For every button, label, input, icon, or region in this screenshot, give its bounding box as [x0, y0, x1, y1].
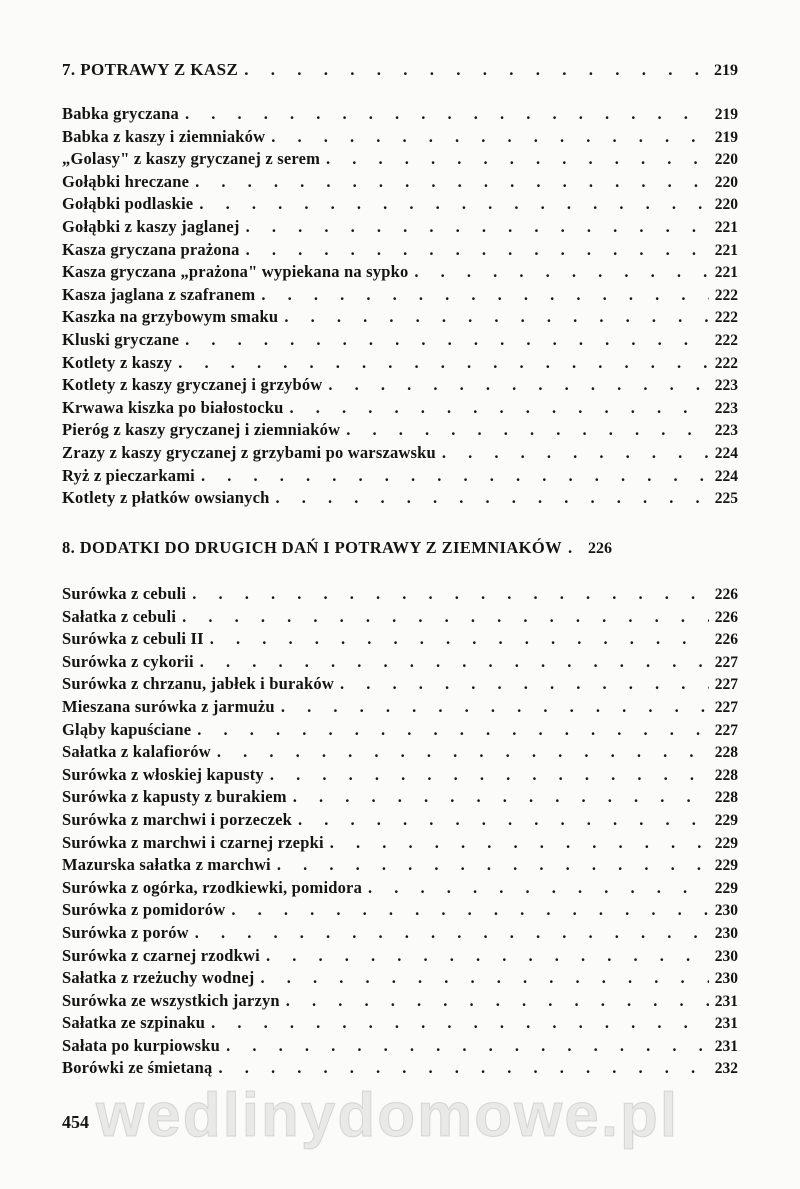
toc-entry: [62, 742, 738, 765]
dot-leader: [210, 629, 709, 649]
dot-leader: [192, 584, 709, 604]
dot-leader: [217, 742, 709, 762]
toc-entry-page-number: 223: [714, 399, 738, 417]
toc-entry-page-number: 222: [714, 309, 738, 327]
dot-leader: [178, 353, 709, 373]
toc-entry: [62, 946, 738, 969]
watermark-text: wedlinydomowe.pl: [96, 1081, 680, 1150]
toc-entry-page-number: 227: [714, 698, 738, 716]
toc-entry-page-number: 229: [714, 811, 738, 829]
toc-entry-label: Surówka z czarnej rzodkwi: [62, 945, 260, 965]
toc-entry-page-number: 231: [714, 1015, 738, 1033]
toc-entry-label: Sałatka ze szpinaku: [62, 1013, 206, 1033]
section-heading-potrawy-z-kasz: [62, 60, 738, 84]
dot-leader: [276, 488, 709, 508]
dot-leader: [182, 607, 709, 627]
dot-leader: [290, 398, 709, 418]
toc-entry-label: Kasza gryczana prażona: [62, 239, 240, 259]
toc-entry: [62, 240, 738, 263]
toc-entry-page-number: 224: [714, 467, 738, 485]
toc-entry-label: Kaszka na grzybowym smaku: [62, 307, 279, 327]
toc-entry-label: Surówka ze wszystkich jarzyn: [62, 990, 280, 1010]
toc-entry: [62, 674, 738, 697]
toc-entry-label: Surówka z chrzanu, jabłek i buraków: [62, 674, 334, 694]
toc-entry-page-number: 221: [714, 264, 738, 282]
toc-entry-page-number: 230: [714, 970, 738, 988]
toc-entry-label: Kotlety z kaszy: [62, 352, 173, 372]
dot-leader: [231, 900, 708, 920]
dot-leader: [195, 923, 709, 943]
dot-leader: [442, 443, 709, 463]
toc-entry-page-number: 230: [714, 902, 738, 920]
toc-entry-page-number: 232: [714, 1060, 738, 1078]
toc-entry-label: Kotlety z płatków owsianych: [62, 488, 270, 508]
toc-entry-page-number: 219: [714, 106, 738, 123]
toc-entry: [62, 194, 738, 217]
toc-entry: [62, 607, 738, 630]
dot-leader: [330, 833, 709, 853]
toc-entry-label: Ryż z pieczarkami: [62, 465, 195, 485]
toc-entry-page-number: 229: [714, 879, 738, 897]
toc-entry: [62, 172, 738, 195]
dot-leader: [270, 765, 709, 785]
dot-leader: [246, 240, 709, 260]
toc-entry: [62, 833, 738, 856]
dot-leader: [286, 991, 709, 1011]
toc-entry-page-number: 223: [714, 377, 738, 395]
toc-entry: [62, 629, 738, 652]
toc-entry-page-number: 228: [714, 789, 738, 807]
toc-entry-label: Gołąbki podlaskie: [62, 194, 194, 214]
toc-entry: [62, 652, 738, 675]
toc-entry: [62, 720, 738, 743]
toc-entry: [62, 466, 738, 489]
toc-entry-label: Surówka z kapusty z burakiem: [62, 787, 287, 807]
toc-entry: [62, 285, 738, 308]
toc-entry-label: Krwawa kiszka po białostocku: [62, 397, 284, 417]
toc-entry-label: Kasza gryczana „prażona" wypiekana na sypko: [62, 262, 409, 282]
toc-entry-page-number: 226: [714, 586, 738, 603]
toc-entry: [62, 991, 738, 1014]
toc-entry: [62, 1036, 738, 1059]
toc-list-section-7: [62, 104, 738, 511]
toc-entry: [62, 420, 738, 443]
toc-entry: [62, 900, 738, 923]
dot-leader: [568, 538, 582, 558]
toc-entry-label: Mieszana surówka z jarmużu: [62, 696, 275, 716]
toc-entry-label: Surówka z cykorii: [62, 651, 194, 671]
toc-entry-label: Gląby kapuściane: [62, 719, 192, 739]
dot-leader: [326, 149, 709, 169]
toc-entry-page-number: 228: [714, 766, 738, 784]
dot-leader: [185, 330, 709, 350]
toc-entry-label: Gołąbki hreczane: [62, 171, 190, 191]
toc-entry: [62, 127, 738, 150]
toc-entry-page-number: 231: [714, 1037, 738, 1055]
toc-entry-label: Babka z kaszy i ziemniaków: [62, 126, 266, 146]
toc-entry-label: Zrazy z kaszy gryczanej z grzybami po warszawsku: [62, 442, 436, 462]
toc-entry-label: Kasza jaglana z szafranem: [62, 284, 256, 304]
dot-leader: [293, 787, 709, 807]
section-title: 8. DODATKI DO DRUGICH DAŃ I POTRAWY Z ZIEMNIAKÓW: [62, 538, 563, 557]
toc-entry: [62, 488, 738, 511]
toc-entry-page-number: 221: [714, 218, 738, 236]
toc-entry-page-number: 220: [714, 173, 738, 191]
toc-entry: [62, 968, 738, 991]
toc-entry-label: Pieróg z kaszy gryczanej i ziemniaków: [62, 420, 341, 440]
toc-entry-label: Surówka z marchwi i czarnej rzepki: [62, 832, 324, 852]
toc-entry-label: Mazurska sałatka z marchwi: [62, 855, 271, 875]
toc-entry-label: Surówka z ogórka, rzodkiewki, pomidora: [62, 877, 363, 897]
toc-entry: [62, 353, 738, 376]
toc-entry-label: Kluski gryczane: [62, 329, 180, 349]
toc-entry-label: Surówka z porów: [62, 922, 189, 942]
toc-entry: [62, 217, 738, 240]
toc-entry: [62, 330, 738, 353]
section-page-number: 226: [588, 540, 613, 557]
toc-entry-page-number: 227: [714, 653, 738, 671]
toc-entry: [62, 104, 738, 127]
dot-leader: [218, 1058, 708, 1078]
toc-entry-label: Sałatka z cebuli: [62, 606, 177, 626]
toc-entry-label: Sałatka z kalafiorów: [62, 742, 211, 762]
toc-entry-page-number: 227: [714, 676, 738, 694]
toc-entry-page-number: 219: [714, 128, 738, 146]
dot-leader: [200, 652, 709, 672]
toc-entry-page-number: 222: [714, 331, 738, 349]
toc-entry: [62, 878, 738, 901]
toc-entry-label: Surówka z cebuli II: [62, 629, 204, 649]
toc-entry: [62, 697, 738, 720]
toc-entry-page-number: 221: [714, 241, 738, 259]
dot-leader: [244, 60, 708, 80]
toc-entry: [62, 262, 738, 285]
dot-leader: [266, 946, 709, 966]
toc-entry: [62, 398, 738, 421]
dot-leader: [298, 810, 709, 830]
dot-leader: [277, 855, 709, 875]
page-number-folio: 454: [62, 1112, 89, 1132]
toc-entry-label: Gołąbki z kaszy jaglanej: [62, 216, 240, 236]
toc-entry: [62, 765, 738, 788]
dot-leader: [260, 968, 708, 988]
toc-entry-label: Surówka z pomidorów: [62, 900, 226, 920]
section-page-number: 219: [714, 62, 738, 79]
toc-entry: [62, 584, 738, 607]
dot-leader: [261, 285, 708, 305]
toc-entry: [62, 1058, 738, 1081]
toc-entry-page-number: 231: [714, 992, 738, 1010]
toc-entry-label: Babka gryczana: [62, 104, 179, 123]
dot-leader: [284, 307, 708, 327]
toc-entry: [62, 810, 738, 833]
toc-entry-page-number: 229: [714, 857, 738, 875]
toc-entry-page-number: 227: [714, 721, 738, 739]
dot-leader: [185, 104, 709, 124]
toc-entry-page-number: 228: [714, 744, 738, 762]
toc-entry-label: Sałatka z rzeżuchy wodnej: [62, 968, 255, 988]
section-title: 7. POTRAWY Z KASZ: [62, 60, 239, 79]
toc-entry: [62, 149, 738, 172]
dot-leader: [271, 127, 709, 147]
toc-entry: [62, 443, 738, 466]
toc-entry-page-number: 230: [714, 947, 738, 965]
dot-leader: [197, 720, 708, 740]
toc-entry-page-number: 229: [714, 834, 738, 852]
dot-leader: [414, 262, 708, 282]
dot-leader: [346, 420, 709, 440]
toc-entry-page-number: 226: [714, 631, 738, 649]
toc-entry-label: „Golasy" z kaszy gryczanej z serem: [62, 149, 321, 169]
dot-leader: [246, 217, 709, 237]
dot-leader: [226, 1036, 709, 1056]
toc-entry-label: Surówka z cebuli: [62, 584, 187, 603]
toc-entry-page-number: 225: [714, 490, 738, 508]
toc-entry: [62, 375, 738, 398]
toc-entry-page-number: 224: [714, 444, 738, 462]
dot-leader: [199, 194, 708, 214]
toc-entry-label: Kotlety z kaszy gryczanej i grzybów: [62, 375, 323, 395]
dot-leader: [368, 878, 709, 898]
dot-leader: [340, 674, 709, 694]
toc-entry-page-number: 223: [714, 422, 738, 440]
toc-entry-page-number: 226: [714, 608, 738, 626]
toc-entry: [62, 787, 738, 810]
toc-list-section-8: [62, 584, 738, 1081]
toc-entry-label: Sałata po kurpiowsku: [62, 1035, 221, 1055]
dot-leader: [281, 697, 709, 717]
toc-entry: [62, 855, 738, 878]
toc-entry-page-number: 220: [714, 151, 738, 169]
dot-leader: [211, 1013, 709, 1033]
toc-entry: [62, 1013, 738, 1036]
toc-entry: [62, 923, 738, 946]
toc-entry: [62, 307, 738, 330]
toc-entry-label: Surówka z marchwi i porzeczek: [62, 809, 293, 829]
toc-entry-label: Borówki ze śmietaną: [62, 1058, 213, 1078]
toc-entry-page-number: 220: [714, 196, 738, 214]
dot-leader: [195, 172, 709, 192]
section-heading-dodatki: [62, 538, 738, 562]
toc-entry-page-number: 230: [714, 924, 738, 942]
toc-entry-page-number: 222: [714, 354, 738, 372]
dot-leader: [201, 466, 709, 486]
toc-entry-label: Surówka z włoskiej kapusty: [62, 764, 264, 784]
dot-leader: [328, 375, 708, 395]
toc-entry-page-number: 222: [714, 286, 738, 304]
